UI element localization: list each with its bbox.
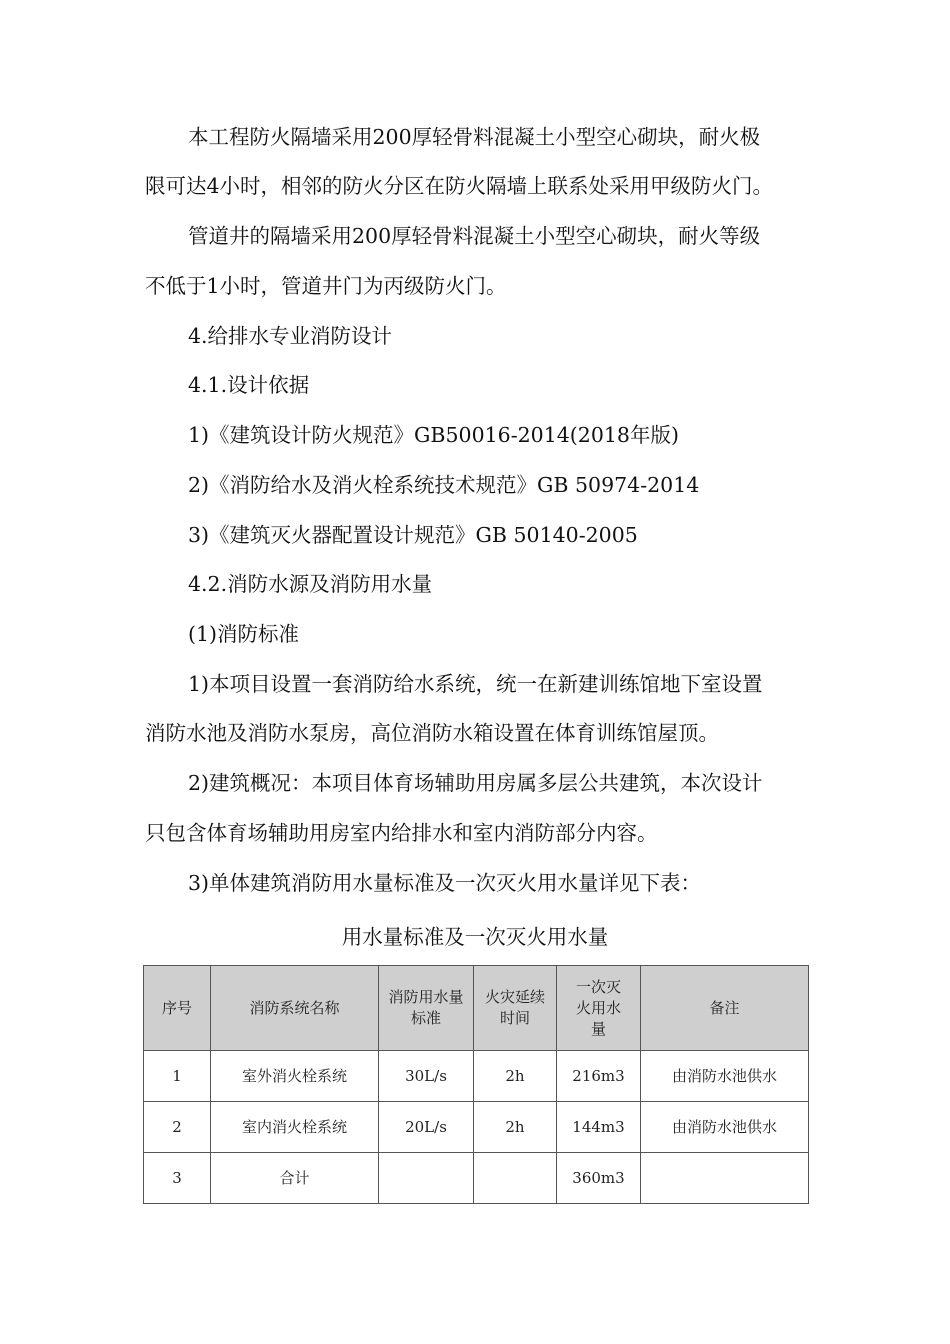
paragraph-1-line-2: 限可达4小时，相邻的防火分区在防火隔墙上联系处采用甲级防火门。 <box>145 174 774 198</box>
cell-standard <box>379 1153 474 1204</box>
reference-2: 2)《消防给水及消火栓系统技术规范》GB 50974-2014 <box>188 473 700 497</box>
table-row-total <box>144 1153 809 1204</box>
item-3-line-1: 3)单体建筑消防用水量标准及一次灭火用水量详见下表： <box>188 871 702 895</box>
section-heading-4: 4.给排水专业消防设计 <box>188 324 393 348</box>
paragraph-2-line-1: 管道井的隔墙采用200厚轻骨料混凝土小型空心砌块，耐火等级 <box>188 224 761 248</box>
header-remark-text: 备注 <box>709 998 740 1017</box>
item-1-line-2: 消防水池及消防水泵房，高位消防水箱设置在体育训练馆屋顶。 <box>145 721 719 745</box>
header-duration <box>474 966 557 1051</box>
cell-no: 1 <box>144 1051 211 1102</box>
cell-duration: 2h <box>474 1051 557 1102</box>
table-title: 用水量标准及一次灭火用水量 <box>341 925 609 949</box>
cell-volume: 216m3 <box>557 1051 641 1102</box>
item-1-line-1: 1)本项目设置一套消防给水系统，统一在新建训练馆地下室设置 <box>188 672 763 696</box>
cell-duration: 2h <box>474 1102 557 1153</box>
section-heading-4-2: 4.2.消防水源及消防用水量 <box>188 572 433 596</box>
reference-3: 3)《建筑灭火器配置设计规范》GB 50140-2005 <box>188 523 638 547</box>
paragraph-1-line-1: 本工程防火隔墙采用200厚轻骨料混凝土小型空心砌块，耐火极 <box>188 125 761 149</box>
cell-remark: 由消防水池供水 <box>641 1102 809 1153</box>
header-duration-line-2: 时间 <box>499 1009 530 1027</box>
item-2-line-2: 只包含体育场辅助用房室内给排水和室内消防部分内容。 <box>145 821 658 845</box>
table-header-row <box>144 966 809 1051</box>
header-volume-line-3: 量 <box>590 1019 606 1038</box>
header-volume-line-1: 一次灭 <box>575 977 621 996</box>
cell-system: 室内消火栓系统 <box>211 1102 379 1153</box>
cell-remark <box>641 1153 809 1204</box>
header-system-text: 消防系统名称 <box>249 998 340 1017</box>
reference-1: 1)《建筑设计防火规范》GB50016-2014(2018年版) <box>188 423 679 447</box>
header-remark <box>641 966 809 1051</box>
cell-volume: 360m3 <box>557 1153 641 1204</box>
header-standard-line-1: 消防用水量 <box>388 988 464 1006</box>
cell-volume: 144m3 <box>557 1102 641 1153</box>
cell-standard: 20L/s <box>379 1102 474 1153</box>
cell-system: 室外消火栓系统 <box>211 1051 379 1102</box>
cell-duration <box>474 1153 557 1204</box>
header-system <box>211 966 379 1051</box>
paragraph-2-line-2: 不低于1小时，管道井门为丙级防火门。 <box>145 274 507 298</box>
subheading-fire-standard: (1)消防标准 <box>188 622 300 646</box>
water-usage-table <box>143 965 809 1204</box>
table-row <box>144 1051 809 1102</box>
item-2-line-1: 2)建筑概况：本项目体育场辅助用房属多层公共建筑，本次设计 <box>188 771 763 795</box>
header-no-text: 序号 <box>161 998 192 1017</box>
header-standard <box>379 966 474 1051</box>
cell-no: 3 <box>144 1153 211 1204</box>
header-volume-line-2: 火用水 <box>575 998 621 1017</box>
table-row <box>144 1102 809 1153</box>
header-no <box>144 966 211 1051</box>
header-duration-line-1: 火灾延续 <box>484 988 545 1006</box>
section-heading-4-1: 4.1.设计依据 <box>188 373 310 397</box>
cell-standard: 30L/s <box>379 1051 474 1102</box>
header-standard-line-2: 标准 <box>410 1009 441 1027</box>
header-volume <box>557 966 641 1051</box>
cell-no: 2 <box>144 1102 211 1153</box>
cell-remark: 由消防水池供水 <box>641 1051 809 1102</box>
cell-system: 合计 <box>211 1153 379 1204</box>
